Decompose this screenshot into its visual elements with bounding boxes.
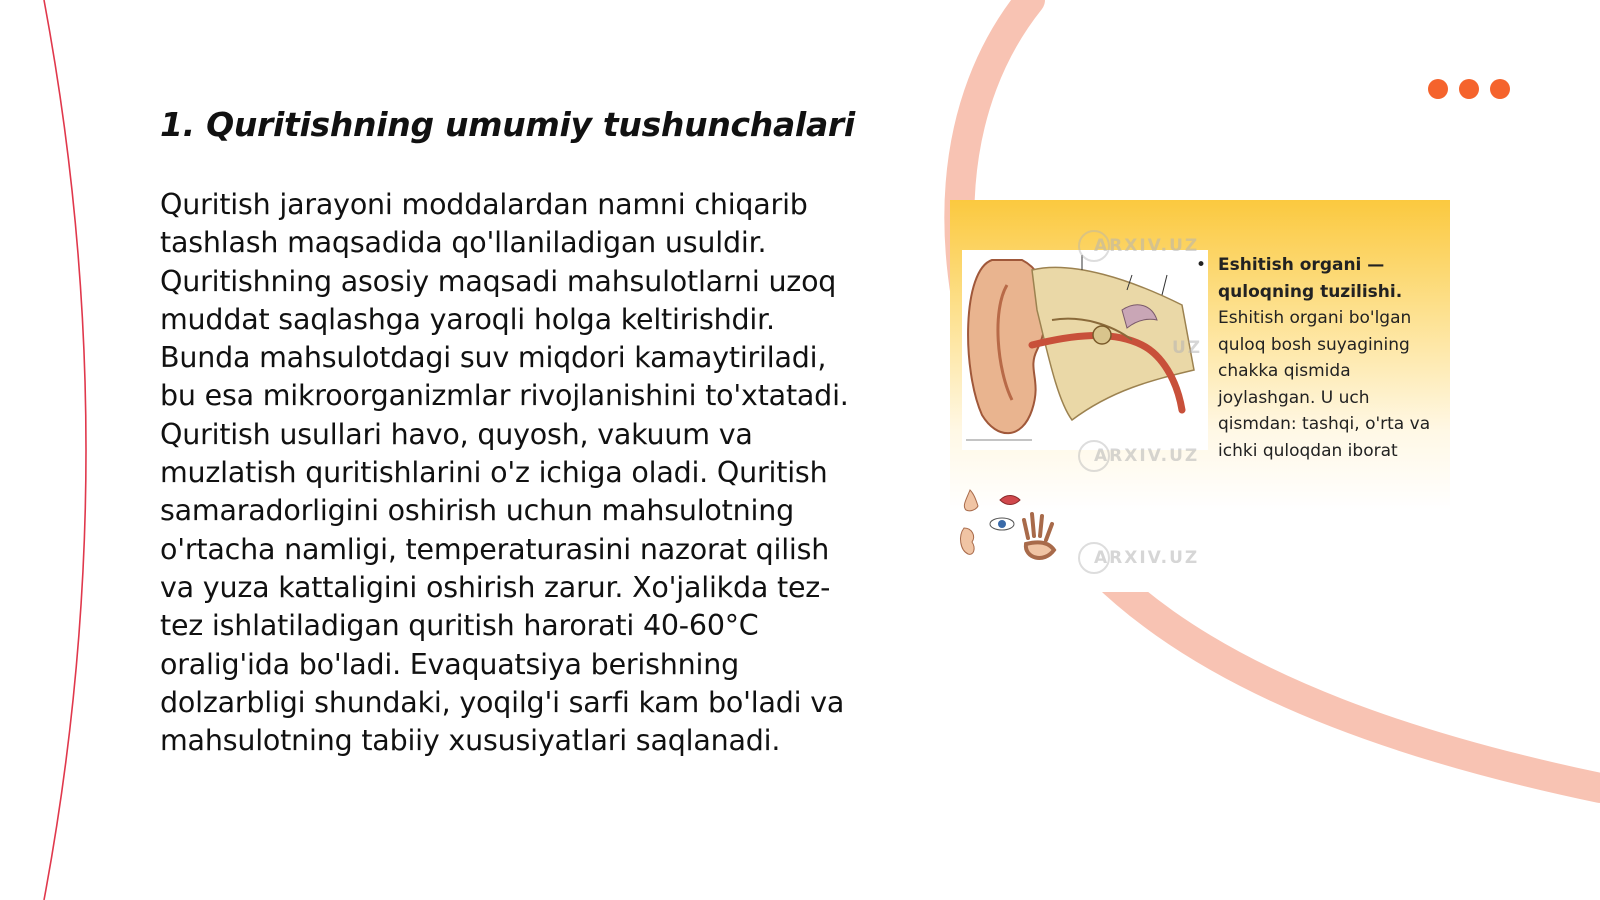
bullet-icon: • <box>1196 255 1207 275</box>
sense-organs-icon <box>958 488 1068 568</box>
dot-icon <box>1428 79 1448 99</box>
body-paragraph: Quritish jarayoni moddalardan namni chiqarib tashlash maqsadida qo'llaniladigan usuldir. Quritishning asosiy maqsadi mahsulotlarni uzoq muddat saqlashga yaroqli holga keltirishdir. Bunda mahsulotdagi suv miqdori kamaytiriladi, bu esa mikroorganizmlar rivojlanishini to'xtatadi. Quritish usullari havo, quyosh, vakuum va muzlatish quritishlarini o'z ichiga oladi. Quritish samaradorligini oshirish uchun mahsulotning o'rtacha namligi, temperaturasini nazorat qilish va yuza kattaligini oshirish zarur. Xo'jalikda tez-tez ishlatiladigan quritish harorati 40-60°C oralig'ida bo'ladi. Evaquatsiya berishning dolzarbligi shundaki, yoqilg'i sarfi kam bo'ladi va mahsulotning tabiiy xususiyatlari saqlanadi. <box>160 188 849 758</box>
ear-anatomy-figure <box>950 200 1450 592</box>
dot-icon <box>1490 79 1510 99</box>
dot-icon <box>1459 79 1479 99</box>
caption-text: Eshitish organi bo'lgan quloq bosh suyagining chakka qismida joylashgan. U uch qismdan: tashqi, o'rta va ichki quloqdan iborat <box>1218 308 1431 461</box>
watermark: ARXIV.UZ <box>1078 542 1199 574</box>
watermark-partial: UZ <box>1172 338 1203 358</box>
watermark: ARXIV.UZ <box>1078 440 1199 472</box>
slide-title: 1. Quritishning umumiy tushunchalari <box>160 105 855 144</box>
left-edge-curve <box>44 0 86 900</box>
figure-caption <box>1196 252 1438 464</box>
watermark: ARXIV.UZ <box>1078 230 1199 262</box>
caption-title: Eshitish organi — quloqning tuzilishi. <box>1218 255 1403 302</box>
menu-dots-icon <box>1428 79 1510 99</box>
